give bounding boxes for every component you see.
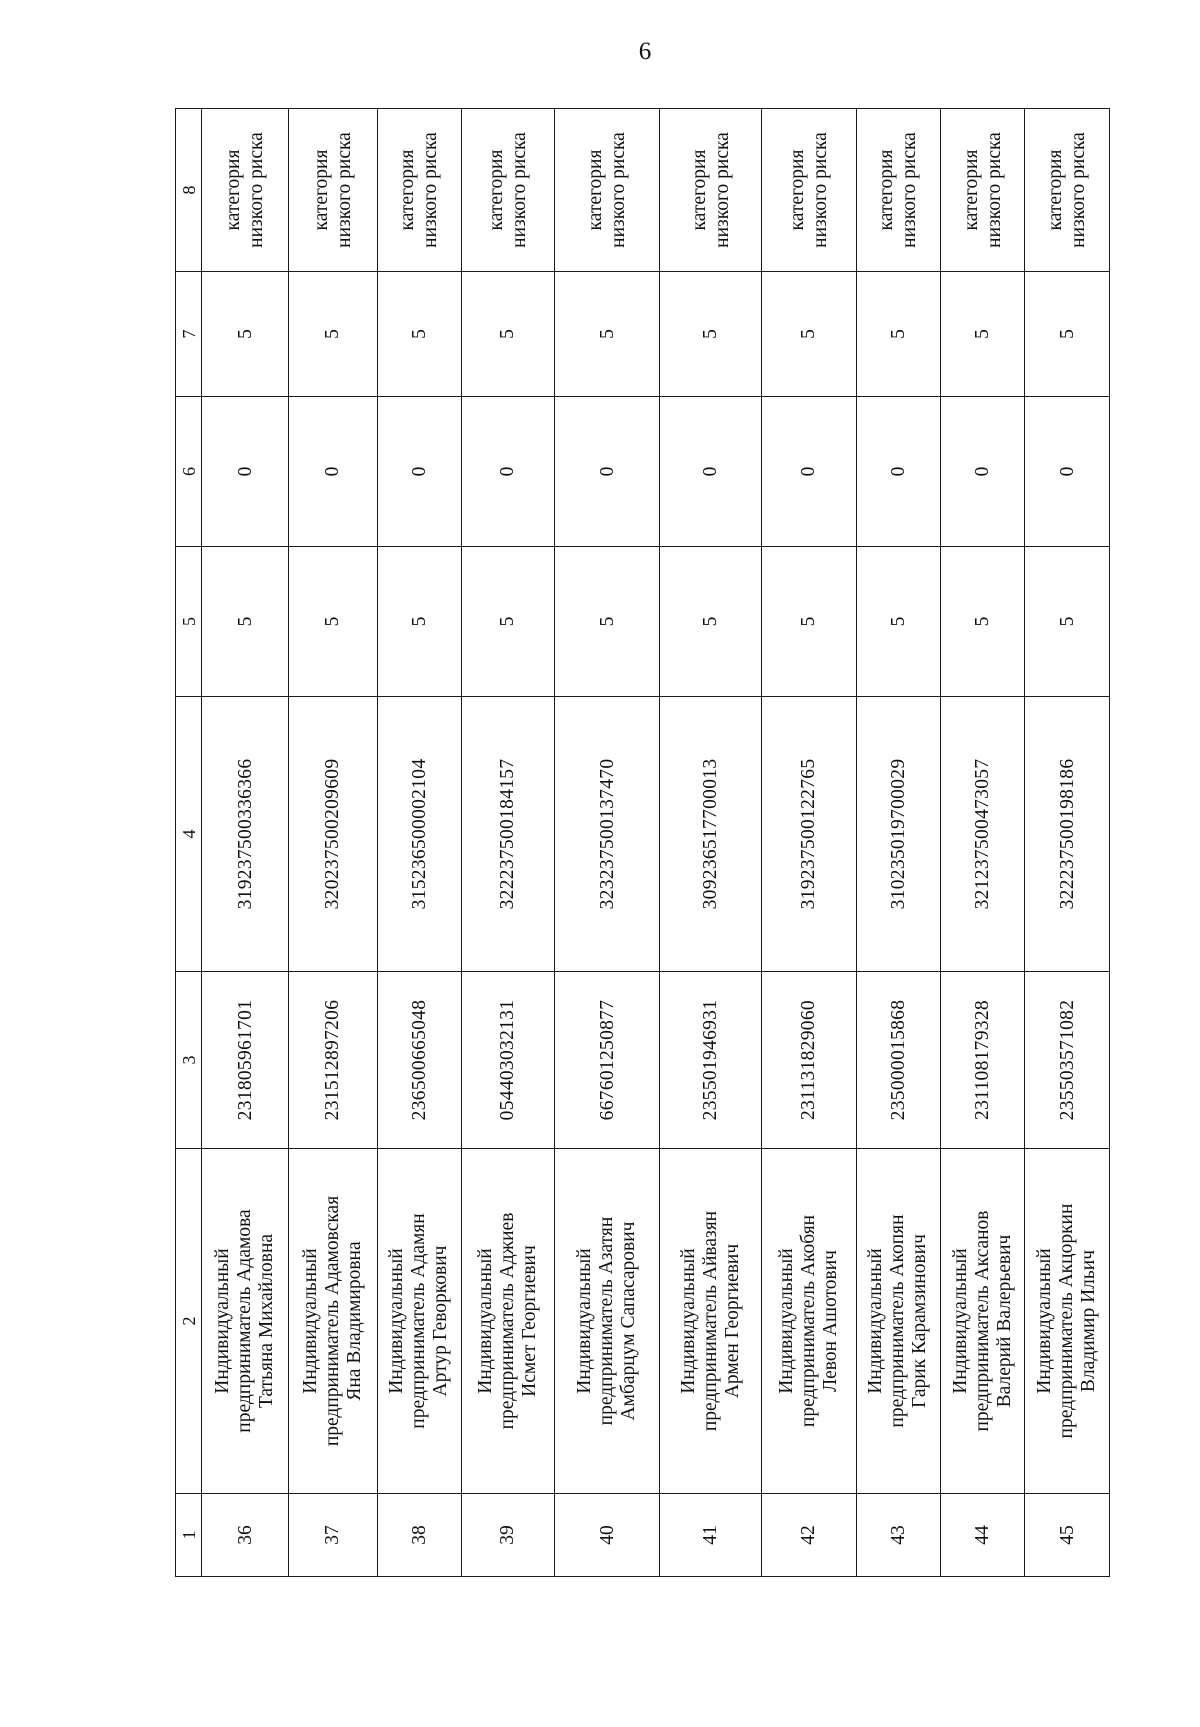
- entrepreneur-name-cell: [202, 1149, 289, 1494]
- header-cell-col2: 2: [176, 1149, 202, 1494]
- name-line: предприниматель Аксанов: [971, 1210, 993, 1432]
- table-row: [660, 109, 761, 1577]
- table-row: [856, 109, 940, 1577]
- column-7-cell: 5: [288, 272, 377, 397]
- risk-line: категория: [876, 149, 898, 231]
- name-line: Индивидуальный: [677, 1248, 699, 1394]
- row-number-cell: 37: [288, 1494, 377, 1577]
- inn-cell: 235501946931: [660, 972, 761, 1149]
- name-line: Валерий Валерьевич: [993, 1234, 1015, 1408]
- risk-line: категория: [688, 149, 710, 231]
- ogrnip-cell: 315236500002104: [377, 697, 461, 972]
- column-6-cell: 0: [461, 397, 554, 547]
- column-6-cell: 0: [288, 397, 377, 547]
- table-row: [377, 109, 461, 1577]
- table-row: [202, 109, 289, 1577]
- risk-line: категория: [397, 149, 419, 231]
- header-cell-col8: 8: [176, 109, 202, 272]
- risk-category-cell: [941, 109, 1025, 272]
- inn-cell: 236500665048: [377, 972, 461, 1149]
- entrepreneur-name-cell: [554, 1149, 660, 1494]
- column-6-cell: 0: [941, 397, 1025, 547]
- header-cell-col3: 3: [176, 972, 202, 1149]
- column-6-cell: 0: [202, 397, 289, 547]
- ogrnip-cell: 320237500209609: [288, 697, 377, 972]
- risk-line: категория: [310, 149, 332, 231]
- risk-line: низкого риска: [809, 132, 831, 248]
- table-row: [761, 109, 856, 1577]
- row-number-cell: 42: [761, 1494, 856, 1577]
- name-line: Татьяна Михайловна: [256, 1233, 278, 1409]
- risk-category-cell: [202, 109, 289, 272]
- risk-line: категория: [960, 149, 982, 231]
- column-6-cell: 0: [1025, 397, 1110, 547]
- rotated-table-container: [175, 109, 1110, 1577]
- risk-line: категория: [223, 149, 245, 231]
- risk-category-cell: [377, 109, 461, 272]
- name-line: Индивидуальный: [299, 1248, 321, 1394]
- name-line: предприниматель Аджиев: [496, 1212, 518, 1430]
- ogrnip-cell: 322237500198186: [1025, 697, 1110, 972]
- inn-cell: 231131829060: [761, 972, 856, 1149]
- risk-category-cell: [761, 109, 856, 272]
- header-cell-col1: 1: [176, 1494, 202, 1577]
- risk-line: низкого риска: [1068, 132, 1090, 248]
- name-line: предприниматель Акобян: [797, 1214, 819, 1428]
- row-number-cell: 41: [660, 1494, 761, 1577]
- column-7-cell: 5: [461, 272, 554, 397]
- inn-cell: 231512897206: [288, 972, 377, 1149]
- inn-cell: 667601250877: [554, 972, 660, 1149]
- ogrnip-cell: 321237500473057: [941, 697, 1025, 972]
- name-line: предприниматель Айвазян: [699, 1210, 721, 1432]
- name-line: Левон Ашотович: [819, 1250, 841, 1392]
- name-line: Артур Геворкович: [430, 1245, 452, 1397]
- ogrnip-cell: 310235019700029: [856, 697, 940, 972]
- row-number-cell: 36: [202, 1494, 289, 1577]
- inn-cell: 235503571082: [1025, 972, 1110, 1149]
- ogrnip-cell: 309236517700013: [660, 697, 761, 972]
- column-7-cell: 5: [856, 272, 940, 397]
- column-5-cell: 5: [761, 547, 856, 697]
- ogrnip-cell: 323237500137470: [554, 697, 660, 972]
- row-number-cell: 43: [856, 1494, 940, 1577]
- table-row: [461, 109, 554, 1577]
- inn-cell: 054403032131: [461, 972, 554, 1149]
- column-5-cell: 5: [461, 547, 554, 697]
- risk-line: низкого риска: [608, 132, 630, 248]
- header-cell-col4: 4: [176, 697, 202, 972]
- ogrnip-cell: 322237500184157: [461, 697, 554, 972]
- name-line: Амбарцум Сапасарович: [618, 1221, 640, 1421]
- column-5-cell: 5: [941, 547, 1025, 697]
- column-6-cell: 0: [856, 397, 940, 547]
- entrepreneur-name-cell: [288, 1149, 377, 1494]
- row-number-cell: 40: [554, 1494, 660, 1577]
- column-5-cell: 5: [377, 547, 461, 697]
- row-number-cell: 44: [941, 1494, 1025, 1577]
- header-row: [176, 109, 202, 1577]
- name-line: предприниматель Акопян: [887, 1214, 909, 1428]
- name-line: Индивидуальный: [574, 1248, 596, 1394]
- name-line: Индивидуальный: [474, 1248, 496, 1394]
- risk-category-cell: [288, 109, 377, 272]
- page-number: 6: [638, 38, 652, 65]
- risk-category-cell: [856, 109, 940, 272]
- header-cell-col5: 5: [176, 547, 202, 697]
- header-cell-col7: 7: [176, 272, 202, 397]
- column-5-cell: 5: [202, 547, 289, 697]
- name-line: Индивидуальный: [775, 1248, 797, 1394]
- column-7-cell: 5: [660, 272, 761, 397]
- risk-line: категория: [1045, 149, 1067, 231]
- name-line: Яна Владимировна: [343, 1241, 365, 1401]
- name-line: предприниматель Адамян: [408, 1213, 430, 1429]
- name-line: Индивидуальный: [212, 1248, 234, 1394]
- table-row: [1025, 109, 1110, 1577]
- column-7-cell: 5: [1025, 272, 1110, 397]
- column-6-cell: 0: [660, 397, 761, 547]
- table-row: [554, 109, 660, 1577]
- risk-line: низкого риска: [333, 132, 355, 248]
- table-row: [288, 109, 377, 1577]
- header-cell-col6: 6: [176, 397, 202, 547]
- table-row: [941, 109, 1025, 1577]
- entrepreneur-name-cell: [941, 1149, 1025, 1494]
- column-7-cell: 5: [202, 272, 289, 397]
- column-5-cell: 5: [660, 547, 761, 697]
- column-6-cell: 0: [377, 397, 461, 547]
- entrepreneur-name-cell: [660, 1149, 761, 1494]
- inn-cell: 235000015868: [856, 972, 940, 1149]
- row-number-cell: 45: [1025, 1494, 1110, 1577]
- risk-line: низкого риска: [420, 132, 442, 248]
- name-line: Армен Георгиевич: [721, 1243, 743, 1399]
- risk-category-cell: [1025, 109, 1110, 272]
- name-line: предприниматель Азатян: [596, 1216, 618, 1426]
- column-7-cell: 5: [941, 272, 1025, 397]
- column-5-cell: 5: [554, 547, 660, 697]
- ogrnip-cell: 319237500122765: [761, 697, 856, 972]
- risk-line: низкого риска: [508, 132, 530, 248]
- risk-line: низкого риска: [246, 132, 268, 248]
- column-7-cell: 5: [554, 272, 660, 397]
- risk-line: категория: [485, 149, 507, 231]
- risk-line: низкого риска: [711, 132, 733, 248]
- risk-category-cell: [554, 109, 660, 272]
- name-line: Индивидуальный: [949, 1248, 971, 1394]
- risk-category-cell: [461, 109, 554, 272]
- name-line: Исмет Георгиевич: [518, 1245, 540, 1397]
- risk-line: низкого риска: [899, 132, 921, 248]
- risk-line: категория: [585, 149, 607, 231]
- name-line: предприниматель Адамова: [234, 1209, 256, 1433]
- column-5-cell: 5: [1025, 547, 1110, 697]
- column-6-cell: 0: [761, 397, 856, 547]
- risk-line: низкого риска: [983, 132, 1005, 248]
- registry-table: [175, 108, 1110, 1577]
- name-line: предприниматель Акцоркин: [1056, 1203, 1078, 1439]
- column-5-cell: 5: [288, 547, 377, 697]
- row-number-cell: 39: [461, 1494, 554, 1577]
- name-line: предприниматель Адамовская: [321, 1195, 343, 1447]
- inn-cell: 231108179328: [941, 972, 1025, 1149]
- name-line: Владимир Ильич: [1078, 1249, 1100, 1393]
- risk-line: категория: [786, 149, 808, 231]
- entrepreneur-name-cell: [1025, 1149, 1110, 1494]
- column-7-cell: 5: [377, 272, 461, 397]
- entrepreneur-name-cell: [461, 1149, 554, 1494]
- column-5-cell: 5: [856, 547, 940, 697]
- entrepreneur-name-cell: [377, 1149, 461, 1494]
- name-line: Индивидуальный: [386, 1248, 408, 1394]
- name-line: Индивидуальный: [1034, 1248, 1056, 1394]
- risk-category-cell: [660, 109, 761, 272]
- column-7-cell: 5: [761, 272, 856, 397]
- row-number-cell: 38: [377, 1494, 461, 1577]
- name-line: Гарик Карамзинович: [909, 1234, 931, 1408]
- entrepreneur-name-cell: [856, 1149, 940, 1494]
- name-line: Индивидуальный: [865, 1248, 887, 1394]
- column-6-cell: 0: [554, 397, 660, 547]
- ogrnip-cell: 319237500336366: [202, 697, 289, 972]
- inn-cell: 231805961701: [202, 972, 289, 1149]
- entrepreneur-name-cell: [761, 1149, 856, 1494]
